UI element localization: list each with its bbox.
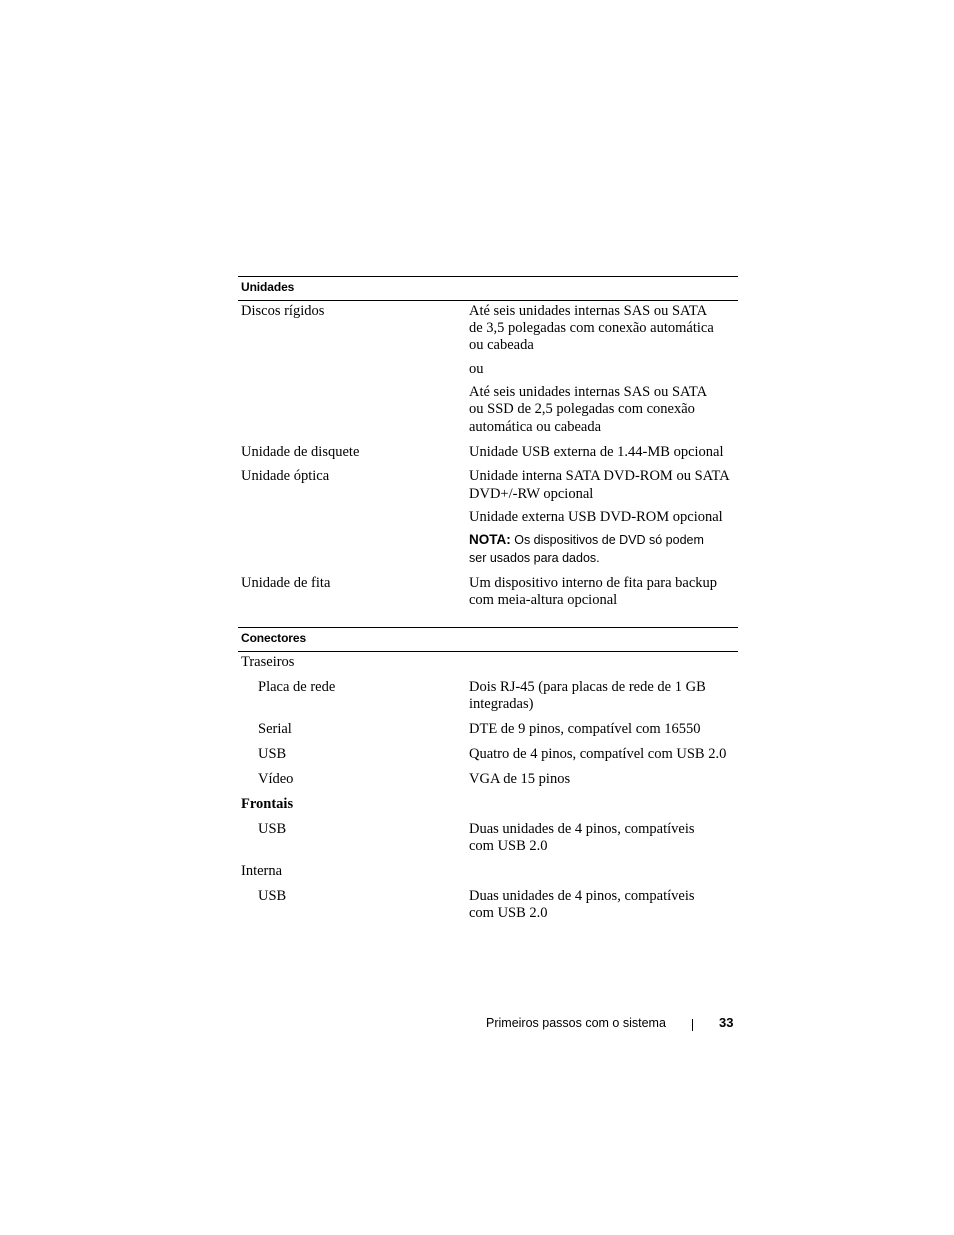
label-usb-frontal: USB: [258, 821, 287, 837]
label-unidade-optica: Unidade óptica: [241, 468, 330, 484]
value-discos-line: de 3,5 polegadas com conexão automática: [469, 320, 714, 336]
label-discos-rigidos: Discos rígidos: [241, 303, 325, 319]
value-optica-line: DVD+/-RW opcional: [469, 486, 594, 502]
section-header-unidades: [238, 276, 738, 301]
value-fita-line: com meia-altura opcional: [469, 592, 618, 608]
note-label: NOTA:: [469, 532, 511, 547]
label-interna: Interna: [241, 863, 283, 879]
label-usb-interno: USB: [258, 888, 287, 904]
page-number: 33: [719, 1015, 734, 1030]
value-video-line: VGA de 15 pinos: [469, 771, 571, 787]
value-discos-line: ou SSD de 2,5 polegadas com conexão: [469, 401, 695, 417]
label-serial: Serial: [258, 721, 292, 737]
value-discos-line: automática ou cabeada: [469, 419, 602, 435]
note-optica: [469, 531, 704, 549]
section-title-unidades: Unidades: [241, 280, 295, 294]
section-title-conectores: Conectores: [241, 631, 307, 645]
value-usb-interno-line: Duas unidades de 4 pinos, compatíveis: [469, 888, 695, 904]
value-discos-line: ou: [469, 361, 484, 377]
value-serial-line: DTE de 9 pinos, compatível com 16550: [469, 721, 701, 737]
value-optica-line: Unidade externa USB DVD-ROM opcional: [469, 509, 723, 525]
label-usb-traseiro: USB: [258, 746, 287, 762]
label-unidade-disquete: Unidade de disquete: [241, 444, 360, 460]
value-optica-line: Unidade interna SATA DVD-ROM ou SATA: [469, 468, 730, 484]
value-usb-interno-line: com USB 2.0: [469, 905, 548, 921]
note-optica-line2: ser usados para dados.: [469, 551, 600, 565]
value-fita-line: Um dispositivo interno de fita para backup: [469, 575, 718, 591]
section-header-conectores: [238, 627, 738, 652]
value-disquete-line: Unidade USB externa de 1.44-MB opcional: [469, 444, 724, 460]
label-video: Vídeo: [258, 771, 294, 787]
value-discos-line: ou cabeada: [469, 337, 534, 353]
value-discos-line: Até seis unidades internas SAS ou SATA: [469, 384, 708, 400]
label-frontais: Frontais: [241, 796, 294, 812]
value-placa-line: integradas): [469, 696, 534, 712]
note-text: Os dispositivos de DVD só podem: [514, 533, 704, 547]
label-traseiros: Traseiros: [241, 654, 295, 670]
label-placa-de-rede: Placa de rede: [258, 679, 336, 695]
value-usb-traseiro-line: Quatro de 4 pinos, compatível com USB 2.0: [469, 746, 727, 762]
footer-separator: [692, 1019, 693, 1031]
value-placa-line: Dois RJ-45 (para placas de rede de 1 GB: [469, 679, 706, 695]
footer-title: Primeiros passos com o sistema: [486, 1016, 666, 1030]
value-discos-line: Até seis unidades internas SAS ou SATA: [469, 303, 708, 319]
label-unidade-fita: Unidade de fita: [241, 575, 331, 591]
value-usb-frontal-line: Duas unidades de 4 pinos, compatíveis: [469, 821, 695, 837]
value-usb-frontal-line: com USB 2.0: [469, 838, 548, 854]
